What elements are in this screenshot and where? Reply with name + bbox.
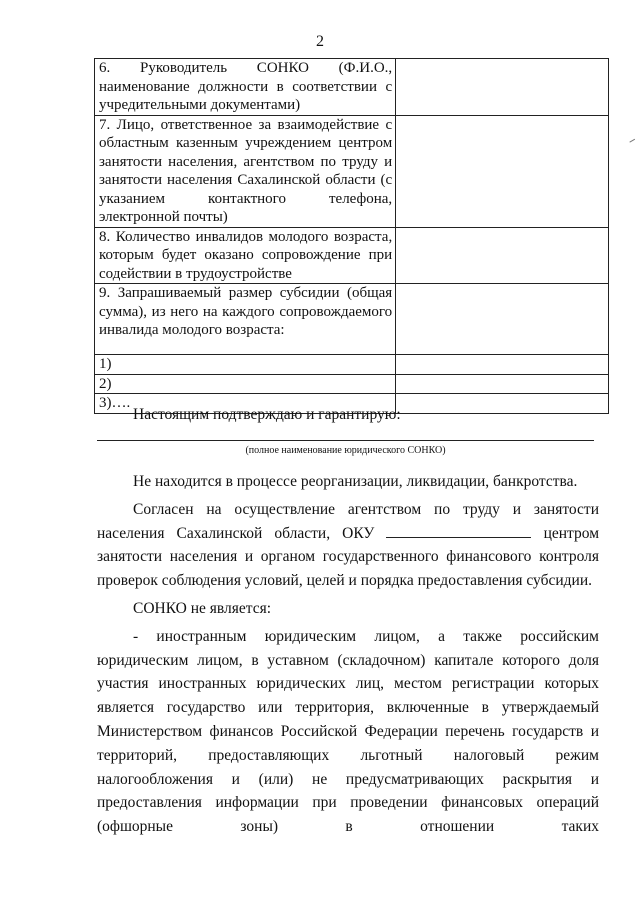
row-value-item-2 [396,374,609,394]
row-value-subsidy-amount [396,284,609,355]
confirm-heading: Настоящим подтверждаю и гарантирую: [133,406,401,423]
row-label-disabled-count: 8. Количество инвалидов молодого возраста, которым будет оказано сопровождение при содействии в трудоустройстве [95,227,396,284]
row-label-responsible-person: 7. Лицо, ответственное за взаимодействие с областным казенным учреждением центром занятости населения, агентством по труду и занятости населения Сахалинской области (с указанием контактного телефона, электронной почты) [95,115,396,227]
paragraph-consent-end: центром занятости населения и органом государственного финансового контроля проверок соблюдения условий, целей и порядка предоставления субсидии. [97,524,600,590]
table-row [95,355,609,375]
guarantee-text [97,470,599,839]
row-label-item-1: 1) [95,355,396,375]
row-value-disabled-count [396,227,609,284]
paragraph-foreign-entity: - иностранным юридическим лицом, а также российским юридическим лицом, в уставном (складочном) капитале которого доля участия иностранных юридических лиц, местом регистрации которых является государство или территория, включенные в утверждаемый Министерством финансов Российской Федерации перечень государств и территорий, предоставляющих льготный налоговый режим налогообложения и (или) не предусматривающих раскрытия и предоставления информации при проведении финансовых операций (офшорные зоны) в отношении таких [97,627,599,836]
page-number: 2 [316,33,324,50]
table-row [95,227,609,284]
row-label-item-2: 2) [95,374,396,394]
table-row [95,374,609,394]
row-value-manager [396,59,609,116]
margin-mark [629,139,636,145]
paragraph-consent [97,498,599,593]
table-row [95,115,609,227]
signature-caption: (полное наименование юридического СОНКО) [245,445,446,456]
paragraph-consent-start: Согласен на осуществление агентством по труду и занятости населения Сахалинской области, ОКУ [97,500,599,542]
oku-name-blank [386,523,531,538]
table-row [95,284,609,355]
application-table [94,58,609,414]
row-value-responsible-person [396,115,609,227]
confirm-heading-block [97,403,599,427]
paragraph-no-reorganization: Не находится в процессе реорганизации, ликвидации, банкротства. [133,473,578,490]
row-label-subsidy-amount: 9. Запрашиваемый размер субсидии (общая сумма), из него на каждого сопровождаемого инвалида молодого возраста: [95,284,396,355]
row-label-item-3: 3)…. [95,394,396,414]
row-label-manager: 6. Руководитель СОНКО (Ф.И.О., наименование должности в соответствии с учредительными документами) [95,59,396,116]
signature-line [97,440,594,441]
table-row [95,59,609,116]
row-value-item-1 [396,355,609,375]
paragraph-not-list-heading: СОНКО не является: [133,599,272,617]
